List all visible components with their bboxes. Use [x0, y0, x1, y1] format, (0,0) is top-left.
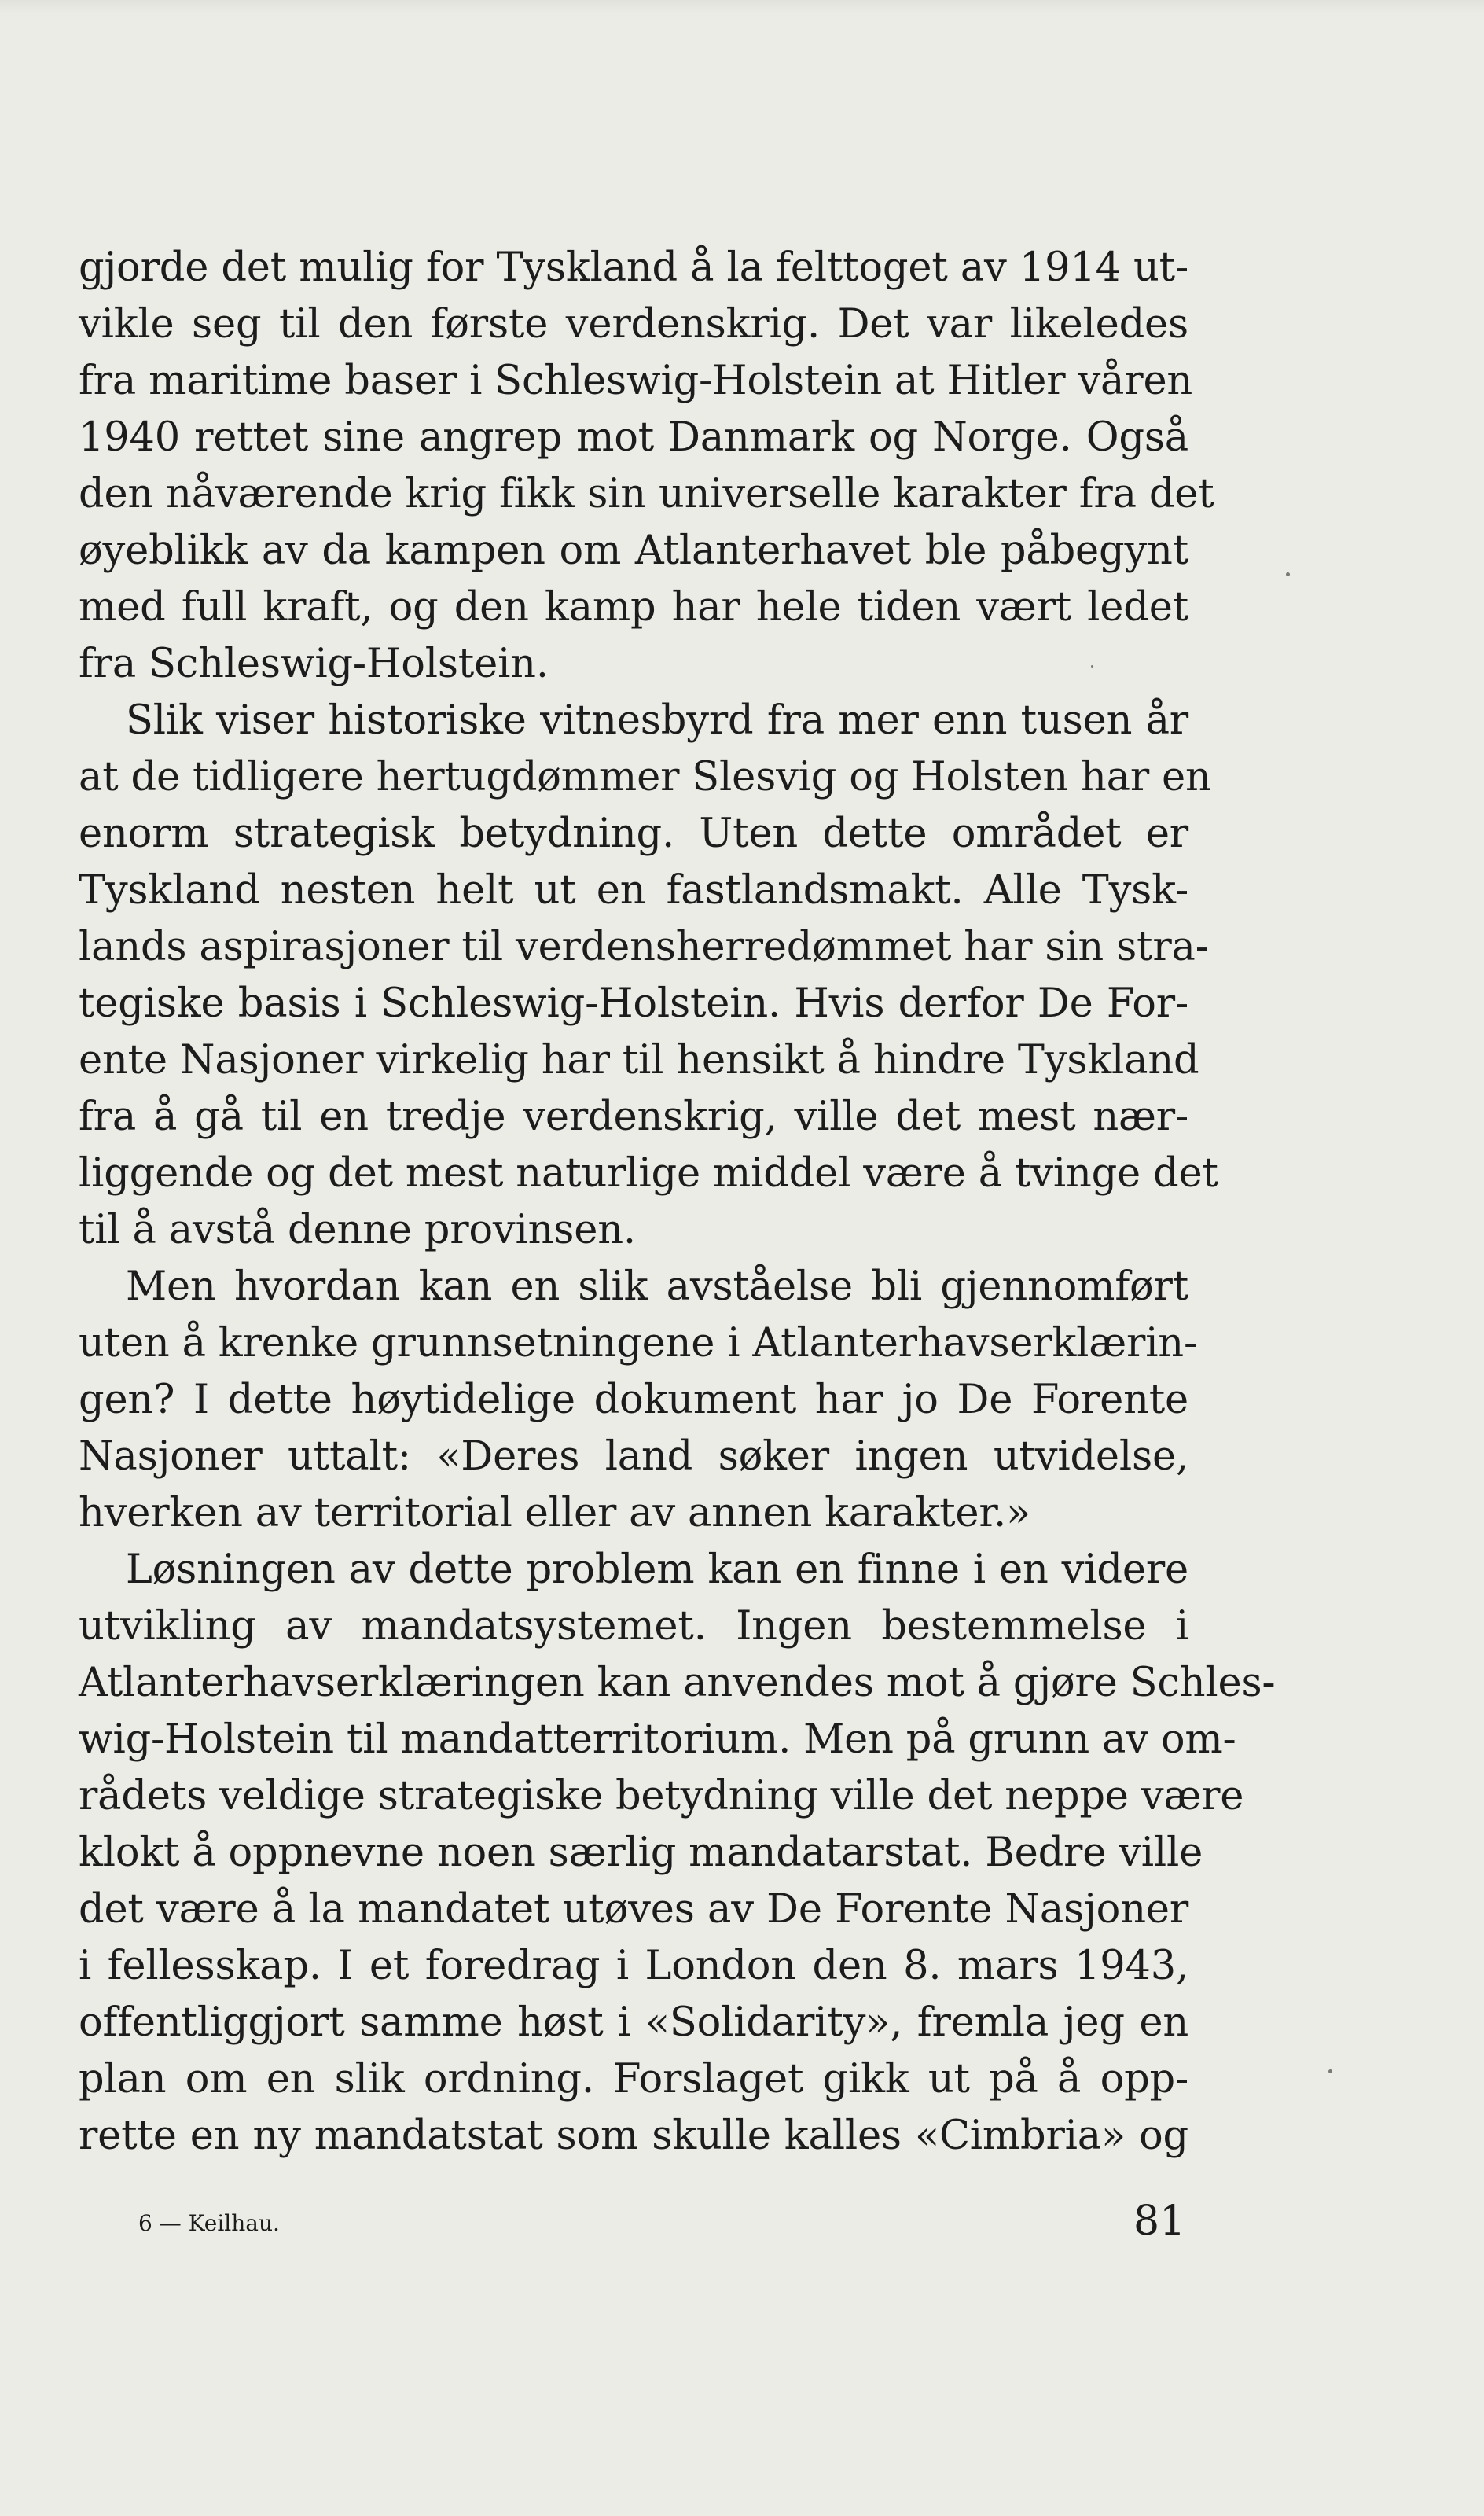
- text-line: ente Nasjoner virkelig har til hensikt å hindre Tyskland: [79, 1037, 1199, 1083]
- text-line: i fellesskap. I et foredrag i London den 8. mars 1943,: [79, 1943, 1188, 1989]
- text-line: uten å krenke grunnsetningene i Atlanterhavserklærin-: [79, 1320, 1197, 1367]
- text-line: Tyskland nesten helt ut en fastlandsmakt. Alle Tysk-: [79, 867, 1188, 914]
- text-line: Nasjoner uttalt: «Deres land søker ingen utvidelse,: [79, 1433, 1188, 1480]
- paper-speck: [1091, 665, 1093, 668]
- paragraph-first-line: Slik viser historiske vitnesbyrd fra mer enn tusen år: [126, 697, 1188, 744]
- text-line: liggende og det mest naturlige middel være å tvinge det: [79, 1150, 1218, 1197]
- body-text: [79, 241, 1276, 2167]
- text-line: klokt å oppnevne noen særlig mandatarstat. Bedre ville: [79, 1830, 1203, 1876]
- paragraph-first-line: Løsningen av dette problem kan en finne i en videre: [126, 1547, 1188, 1593]
- text-line: til å avstå denne provinsen.: [79, 1207, 636, 1253]
- signature-mark: 6 — Keilhau.: [138, 2210, 280, 2236]
- text-line: øyeblikk av da kampen om Atlanterhavet ble påbegynt: [79, 528, 1188, 574]
- text-line: 1940 rettet sine angrep mot Danmark og Norge. Også: [79, 414, 1188, 461]
- text-line: fra maritime baser i Schleswig-Holstein at Hitler våren: [79, 358, 1193, 404]
- text-line: hverken av territorial eller av annen karakter.»: [79, 1490, 1030, 1536]
- text-line: at de tidligere hertugdømmer Slesvig og Holsten har en: [79, 754, 1211, 800]
- text-line: utvikling av mandatsystemet. Ingen bestemmelse i: [79, 1603, 1188, 1650]
- text-line: rådets veldige strategiske betydning ville det neppe være: [79, 1773, 1244, 1819]
- text-line: lands aspirasjoner til verdensherredømmet har sin stra-: [79, 924, 1209, 970]
- text-line: enorm strategisk betydning. Uten dette området er: [79, 811, 1188, 857]
- paper-speck: [1286, 572, 1290, 576]
- text-line: det være å la mandatet utøves av De Forente Nasjoner: [79, 1886, 1188, 1933]
- text-line: gjorde det mulig for Tyskland å la felttoget av 1914 ut-: [79, 245, 1188, 291]
- text-line: wig-Holstein til mandatterritorium. Men på grunn av om-: [79, 1716, 1236, 1763]
- text-line: Atlanterhavserklæringen kan anvendes mot å gjøre Schles-: [79, 1660, 1276, 1706]
- text-line: fra å gå til en tredje verdenskrig, ville det mest nær-: [79, 1094, 1188, 1140]
- page-top-edge: [0, 0, 1484, 14]
- text-line: offentliggjort samme høst i «Solidarity», fremla jeg en: [79, 1999, 1188, 2046]
- page-number: 81: [1133, 2198, 1186, 2245]
- paper-speck: [1328, 2069, 1332, 2073]
- text-line: tegiske basis i Schleswig-Holstein. Hvis derfor De For-: [79, 980, 1188, 1027]
- text-line: plan om en slik ordning. Forslaget gikk ut på å opp-: [79, 2056, 1188, 2102]
- paragraph-first-line: Men hvordan kan en slik avståelse bli gjennomført: [126, 1264, 1188, 1310]
- text-line: vikle seg til den første verdenskrig. Det var likeledes: [79, 301, 1188, 348]
- text-line: fra Schleswig-Holstein.: [79, 641, 549, 687]
- text-line: den nåværende krig fikk sin universelle karakter fra det: [79, 471, 1214, 517]
- text-line: rette en ny mandatstat som skulle kalles «Cimbria» og: [79, 2113, 1188, 2159]
- text-line: med full kraft, og den kamp har hele tiden vært ledet: [79, 584, 1188, 631]
- text-line: gen? I dette høytidelige dokument har jo De Forente: [79, 1377, 1188, 1423]
